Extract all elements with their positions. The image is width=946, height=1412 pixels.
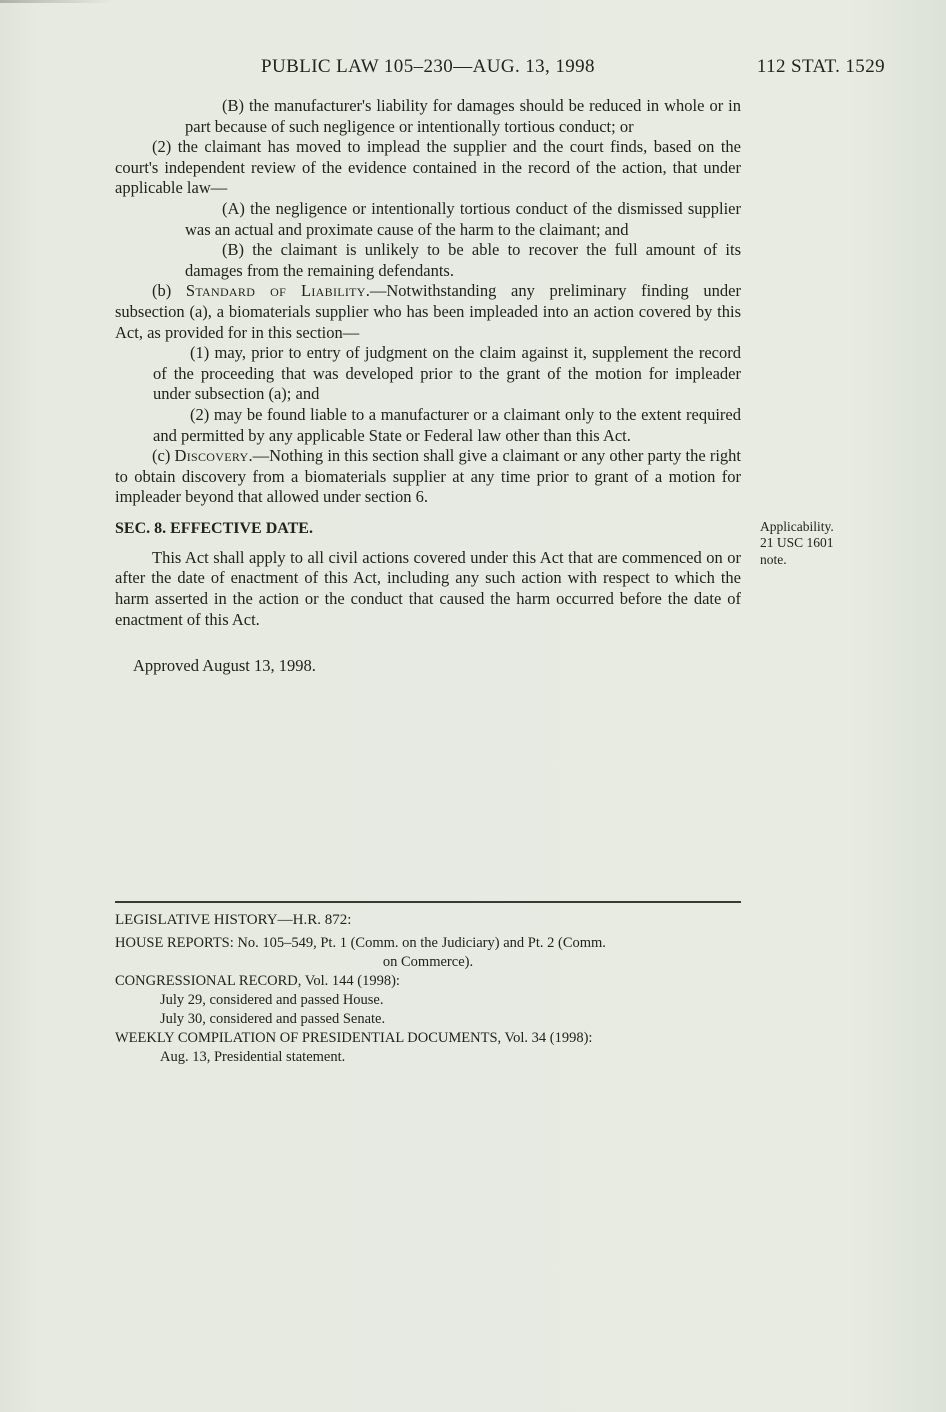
paragraph [185, 240, 741, 281]
document-body [115, 96, 834, 1067]
sec8-heading [115, 518, 834, 567]
stat-citation: 112 STAT. 1529 [756, 56, 885, 77]
text-run: (1) may, prior to entry of judgment on the claim against it, supplement the record of the proceeding that was developed prior to the grant of the motion for impleader under subsection (a); and [153, 343, 741, 404]
paragraph [185, 96, 741, 137]
history-line: July 30, considered and passed Senate. [160, 1010, 386, 1027]
history-line: WEEKLY COMPILATION OF PRESIDENTIAL DOCUMENTS, Vol. 34 (1998): [115, 1029, 593, 1046]
history-line: CONGRESSIONAL RECORD, Vol. 144 (1998): [115, 972, 400, 989]
legislative-history-title: LEGISLATIVE HISTORY—H.R. 872: [115, 911, 352, 928]
text-run: .—Nothing in this section shall give a claimant or any other party the right to obtain discovery from a biomaterials supplier at any time prior to grant of a motion for impleader beyond that allowed under section 6. [115, 446, 741, 507]
text-run: This Act shall apply to all civil actions covered under this Act that are commenced on or after the date of enactment of this Act, including any such action with respect to which the harm asserted in the action or the conduct that caused the harm occurred before the date of enactment of this Act. [115, 547, 741, 629]
text-run: (c) [152, 446, 175, 466]
history-line: July 29, considered and passed House. [160, 991, 384, 1008]
paragraph [115, 281, 741, 343]
text-run: (B) the claimant is unlikely to be able to recover the full amount of its damages from the remaining defendants. [185, 240, 741, 280]
text-run: .—Notwithstanding any preliminary finding under subsection (a), a biomaterials supplier who has been impleaded into an action covered by this Act, as provided for in this section— [115, 281, 741, 342]
text-run: (2) the claimant has moved to implead the supplier and the court finds, based on the court's independent review of the evidence contained in the record of the action, that under applicable law— [115, 137, 741, 198]
smallcaps-term: Standard of Liability [185, 281, 366, 301]
body-part1 [115, 96, 741, 508]
legislative-history [115, 901, 741, 1067]
legislative-history-lines [115, 934, 741, 1067]
paragraph [115, 137, 741, 199]
margin-note-line: Applicability. [760, 518, 834, 534]
history-line: Aug. 13, Presidential statement. [160, 1048, 346, 1065]
paragraph [153, 405, 741, 446]
history-line: on Commerce). [382, 953, 474, 970]
text-run: (A) the negligence or intentionally tortious conduct of the dismissed supplier was an actual and proximate cause of the harm to the claimant; and [185, 198, 741, 239]
sec8-heading-text: SEC. 8. EFFECTIVE DATE. [115, 519, 313, 537]
smallcaps-term: Discovery [174, 446, 249, 466]
text-run: (b) [152, 281, 186, 301]
text-run: (2) may be found liable to a manufacturer or a claimant only to the extent required and permitted by any applicable State or Federal law other than this Act. [153, 404, 741, 445]
paragraph [115, 446, 741, 508]
margin-note-line: note. [760, 551, 787, 567]
paragraph [185, 199, 741, 240]
history-line: HOUSE REPORTS: No. 105–549, Pt. 1 (Comm. on the Judiciary) and Pt. 2 (Comm. [115, 934, 606, 951]
margin-note-line: 21 USC 1601 [760, 535, 834, 551]
margin-note [760, 519, 895, 569]
paragraph [115, 548, 741, 630]
law-title: PUBLIC LAW 105–230—AUG. 13, 1998 [261, 56, 595, 77]
page-header [115, 56, 885, 78]
text-run: (B) the manufacturer's liability for damages should be reduced in whole or in part because of such negligence or intentionally tortious conduct; or [185, 96, 741, 136]
sec8-body [115, 548, 741, 630]
paragraph [153, 343, 741, 405]
approval-line: Approved August 13, 1998. [133, 656, 316, 676]
